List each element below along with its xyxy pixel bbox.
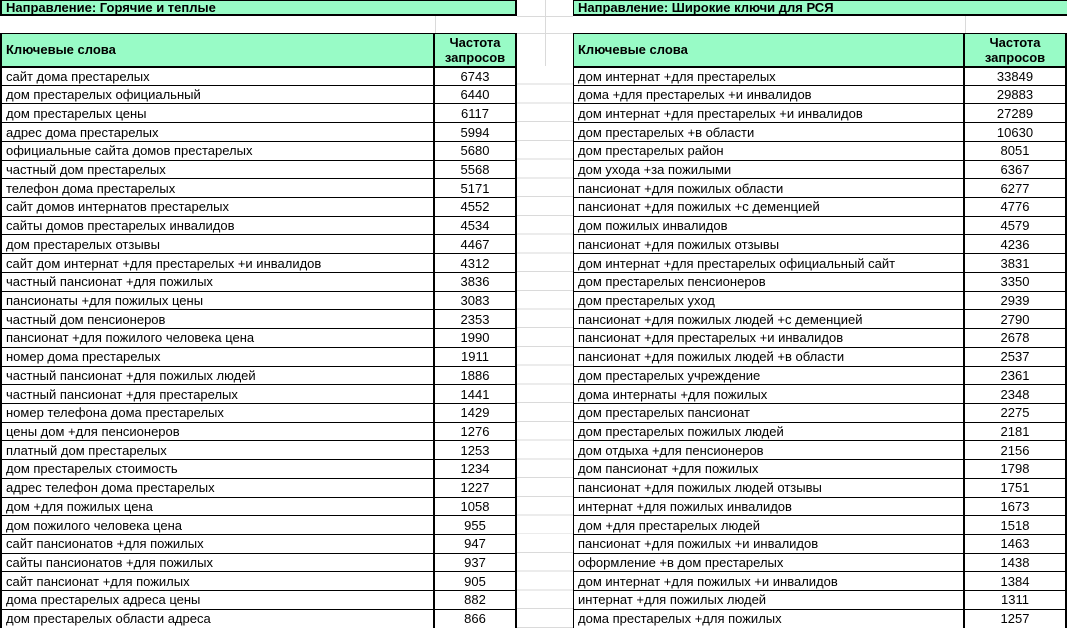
table-row [1, 216, 516, 235]
keyword-cell[interactable]: сайт дом интернат +для престарелых +и инвалидов [1, 254, 434, 273]
frequency-cell[interactable]: 2181 [964, 422, 1066, 441]
column-header-keywords[interactable]: Ключевые слова [1, 34, 434, 67]
keyword-cell[interactable]: номер дома престарелых [1, 347, 434, 366]
frequency-cell[interactable]: 882 [434, 591, 516, 610]
table-row [574, 385, 1067, 404]
frequency-cell[interactable]: 1798 [964, 460, 1066, 479]
keyword-cell[interactable]: дом +для пожилых цена [1, 497, 434, 516]
table-row [1, 366, 516, 385]
table-row [574, 422, 1067, 441]
frequency-cell[interactable]: 1234 [434, 460, 516, 479]
table-row [1, 572, 516, 591]
keyword-cell[interactable]: дом престарелых области адреса [1, 609, 434, 628]
table-row [574, 591, 1067, 610]
frequency-cell[interactable]: 2353 [434, 310, 516, 329]
direction-header-rsya[interactable]: Направление: Широкие ключи для РСЯ [573, 0, 1067, 16]
keyword-cell[interactable]: дом престарелых официальный [1, 85, 434, 104]
table-row [1, 85, 516, 104]
table-row [574, 198, 1067, 217]
frequency-cell[interactable]: 4534 [434, 216, 516, 235]
table-row [1, 272, 516, 291]
keyword-cell[interactable]: пансионат +для пожилых людей +с деменцией [574, 310, 965, 329]
table-row [1, 403, 516, 422]
table-row [1, 179, 516, 198]
frequency-cell[interactable]: 947 [434, 534, 516, 553]
table-row [574, 553, 1067, 572]
table-row [1, 347, 516, 366]
keyword-cell[interactable]: дом престарелых уход [574, 291, 965, 310]
keyword-cell[interactable]: дом ухода +за пожилыми [574, 160, 965, 179]
frequency-cell[interactable]: 4579 [964, 216, 1066, 235]
keyword-cell[interactable]: платный дом престарелых [1, 441, 434, 460]
keyword-cell[interactable]: дом престарелых пансионат [574, 403, 965, 422]
table-row [574, 460, 1067, 479]
frequency-cell[interactable]: 1673 [964, 497, 1066, 516]
keyword-cell[interactable]: частный пансионат +для пожилых людей [1, 366, 434, 385]
keyword-cell[interactable]: дома престарелых адреса цены [1, 591, 434, 610]
frequency-cell[interactable]: 955 [434, 516, 516, 535]
keyword-cell[interactable]: дом престарелых район [574, 141, 965, 160]
table-row [574, 123, 1067, 142]
keyword-cell[interactable]: дом интернат +для престарелых +и инвалидов [574, 104, 965, 123]
gridline-horizontal [517, 16, 573, 17]
frequency-cell[interactable]: 1518 [964, 516, 1066, 535]
keyword-cell[interactable]: дом пожилых инвалидов [574, 216, 965, 235]
table-row [574, 609, 1067, 628]
table-row [1, 553, 516, 572]
keyword-cell[interactable]: пансионат +для пожилых области [574, 179, 965, 198]
hot-warm-table-panel [0, 0, 517, 628]
keyword-cell[interactable]: интернат +для пожилых инвалидов [574, 497, 965, 516]
keyword-cell[interactable]: дом престарелых пенсионеров [574, 272, 965, 291]
keyword-cell[interactable]: частный дом престарелых [1, 160, 434, 179]
table-row [1, 329, 516, 348]
keyword-cell[interactable]: дом престарелых цены [1, 104, 434, 123]
keyword-cell[interactable]: дом пожилого человека цена [1, 516, 434, 535]
keyword-cell[interactable]: частный дом пенсионеров [1, 310, 434, 329]
table-row [574, 441, 1067, 460]
table-row [574, 160, 1067, 179]
table-row [574, 85, 1067, 104]
keyword-cell[interactable]: номер телефона дома престарелых [1, 403, 434, 422]
frequency-cell[interactable]: 6117 [434, 104, 516, 123]
column-header-keywords[interactable]: Ключевые слова [574, 34, 965, 67]
gridline-horizontal [517, 33, 573, 34]
frequency-cell[interactable]: 1990 [434, 329, 516, 348]
frequency-cell[interactable]: 1384 [964, 572, 1066, 591]
frequency-cell[interactable]: 6743 [434, 67, 516, 86]
table-row [574, 291, 1067, 310]
frequency-cell[interactable]: 2156 [964, 441, 1066, 460]
table-row [1, 67, 516, 86]
keyword-cell[interactable]: дом интернат +для пожилых +и инвалидов [574, 572, 965, 591]
frequency-cell[interactable]: 6277 [964, 179, 1066, 198]
frequency-cell[interactable]: 866 [434, 609, 516, 628]
keyword-cell[interactable]: пансионаты +для пожилых цены [1, 291, 434, 310]
frequency-cell[interactable]: 4312 [434, 254, 516, 273]
keyword-cell[interactable]: дом интернат +для престарелых [574, 67, 965, 86]
keyword-cell[interactable]: дом престарелых стоимость [1, 460, 434, 479]
frequency-cell[interactable]: 2678 [964, 329, 1066, 348]
keyword-cell[interactable]: частный пансионат +для престарелых [1, 385, 434, 404]
keyword-cell[interactable]: дома престарелых +для пожилых [574, 609, 965, 628]
frequency-cell[interactable]: 29883 [964, 85, 1066, 104]
table-row [1, 534, 516, 553]
keyword-cell[interactable]: дом отдыха +для пенсионеров [574, 441, 965, 460]
frequency-cell[interactable]: 4776 [964, 198, 1066, 217]
frequency-cell[interactable]: 1463 [964, 534, 1066, 553]
frequency-cell[interactable]: 1438 [964, 553, 1066, 572]
keyword-cell[interactable]: сайты пансионатов +для пожилых [1, 553, 434, 572]
table-row [1, 591, 516, 610]
keyword-cell[interactable]: телефон дома престарелых [1, 179, 434, 198]
table-row [1, 254, 516, 273]
frequency-cell[interactable]: 4552 [434, 198, 516, 217]
keyword-cell[interactable]: пансионат +для престарелых +и инвалидов [574, 329, 965, 348]
frequency-cell[interactable]: 33849 [964, 67, 1066, 86]
keyword-cell[interactable]: адрес телефон дома престарелых [1, 478, 434, 497]
frequency-cell[interactable]: 1911 [434, 347, 516, 366]
keyword-cell[interactable]: дом престарелых учреждение [574, 366, 965, 385]
table-row [574, 179, 1067, 198]
frequency-cell[interactable]: 4236 [964, 235, 1066, 254]
frequency-cell[interactable]: 2348 [964, 385, 1066, 404]
table-row [574, 497, 1067, 516]
keyword-cell[interactable]: дом пансионат +для пожилых [574, 460, 965, 479]
table-row [1, 441, 516, 460]
table-row [1, 141, 516, 160]
header-row [1, 34, 516, 67]
frequency-cell[interactable]: 1276 [434, 422, 516, 441]
frequency-cell[interactable]: 10630 [964, 123, 1066, 142]
frequency-cell[interactable]: 3083 [434, 291, 516, 310]
table-row [1, 198, 516, 217]
keyword-cell[interactable]: сайт дома престарелых [1, 67, 434, 86]
frequency-cell[interactable]: 2537 [964, 347, 1066, 366]
column-header-frequency[interactable]: Частота запросов [964, 34, 1066, 67]
table-row [1, 460, 516, 479]
frequency-cell[interactable]: 1311 [964, 591, 1066, 610]
table-row [574, 104, 1067, 123]
frequency-cell[interactable]: 5994 [434, 123, 516, 142]
frequency-cell[interactable]: 8051 [964, 141, 1066, 160]
spacer-row [0, 16, 517, 33]
table-row [1, 497, 516, 516]
table-row [1, 123, 516, 142]
keyword-cell[interactable]: дом интернат +для престарелых официальный сайт [574, 254, 965, 273]
keyword-cell[interactable]: пансионат +для пожилых +и инвалидов [574, 534, 965, 553]
table-row [1, 516, 516, 535]
keyword-cell[interactable]: дом престарелых +в области [574, 123, 965, 142]
frequency-cell[interactable]: 1058 [434, 497, 516, 516]
table-row [574, 572, 1067, 591]
keyword-cell[interactable]: пансионат +для пожилых отзывы [574, 235, 965, 254]
table-row [574, 366, 1067, 385]
table-row [574, 516, 1067, 535]
keyword-cell[interactable]: сайт пансионатов +для пожилых [1, 534, 434, 553]
frequency-cell[interactable]: 5680 [434, 141, 516, 160]
frequency-cell[interactable]: 2275 [964, 403, 1066, 422]
frequency-cell[interactable]: 6367 [964, 160, 1066, 179]
frequency-cell[interactable]: 4467 [434, 235, 516, 254]
keyword-cell[interactable]: оформление +в дом престарелых [574, 553, 965, 572]
spreadsheet-gap-columns [517, 0, 573, 628]
frequency-cell[interactable]: 3836 [434, 272, 516, 291]
keyword-cell[interactable]: цены дом +для пенсионеров [1, 422, 434, 441]
frequency-cell[interactable]: 1751 [964, 478, 1066, 497]
table-row [1, 422, 516, 441]
keyword-cell[interactable]: дом престарелых отзывы [1, 235, 434, 254]
frequency-cell[interactable]: 5568 [434, 160, 516, 179]
table-row [1, 291, 516, 310]
rsya-keywords-table [573, 33, 1067, 628]
keyword-cell[interactable]: пансионат +для пожилых людей отзывы [574, 478, 965, 497]
column-header-frequency[interactable]: Частота запросов [434, 34, 516, 67]
table-row [574, 67, 1067, 86]
table-row [1, 104, 516, 123]
table-row [574, 216, 1067, 235]
keyword-cell[interactable]: сайты домов престарелых инвалидов [1, 216, 434, 235]
table-row [574, 254, 1067, 273]
keyword-cell[interactable]: пансионат +для пожилых +с деменцией [574, 198, 965, 217]
frequency-cell[interactable]: 1441 [434, 385, 516, 404]
table-row [574, 403, 1067, 422]
table-row [574, 235, 1067, 254]
keyword-cell[interactable]: интернат +для пожилых людей [574, 591, 965, 610]
frequency-cell[interactable]: 1227 [434, 478, 516, 497]
table-row [574, 478, 1067, 497]
keyword-cell[interactable]: дом +для престарелых людей [574, 516, 965, 535]
table-row [1, 385, 516, 404]
keyword-cell[interactable]: пансионат +для пожилых людей +в области [574, 347, 965, 366]
keyword-cell[interactable]: сайт пансионат +для пожилых [1, 572, 434, 591]
spacer-row [573, 16, 1067, 33]
table-row [574, 347, 1067, 366]
frequency-cell[interactable]: 2939 [964, 291, 1066, 310]
keyword-cell[interactable]: дома интернаты +для пожилых [574, 385, 965, 404]
frequency-cell[interactable]: 1257 [964, 609, 1066, 628]
frequency-cell[interactable]: 905 [434, 572, 516, 591]
frequency-cell[interactable]: 2361 [964, 366, 1066, 385]
table-row [1, 478, 516, 497]
table-row [574, 534, 1067, 553]
table-row [574, 310, 1067, 329]
frequency-cell[interactable]: 1253 [434, 441, 516, 460]
frequency-cell[interactable]: 27289 [964, 104, 1066, 123]
header-row [574, 34, 1067, 67]
frequency-cell[interactable]: 3350 [964, 272, 1066, 291]
table-row [574, 329, 1067, 348]
table-row [1, 160, 516, 179]
table-row [1, 310, 516, 329]
keyword-cell[interactable]: адрес дома престарелых [1, 123, 434, 142]
keyword-cell[interactable]: дом престарелых пожилых людей [574, 422, 965, 441]
table-row [1, 235, 516, 254]
gridline-rows [517, 66, 573, 628]
direction-header-hot-warm[interactable]: Направление: Горячие и теплые [0, 0, 517, 16]
table-row [1, 609, 516, 628]
frequency-cell[interactable]: 6440 [434, 85, 516, 104]
frequency-cell[interactable]: 2790 [964, 310, 1066, 329]
keyword-cell[interactable]: официальные сайта домов престарелых [1, 141, 434, 160]
frequency-cell[interactable]: 937 [434, 553, 516, 572]
keyword-cell[interactable]: пансионат +для пожилого человека цена [1, 329, 434, 348]
table-row [574, 272, 1067, 291]
hot-warm-keywords-table [0, 33, 517, 628]
keyword-cell[interactable]: дома +для престарелых +и инвалидов [574, 85, 965, 104]
frequency-cell[interactable]: 1886 [434, 366, 516, 385]
frequency-cell[interactable]: 1429 [434, 403, 516, 422]
keyword-cell[interactable]: сайт домов интернатов престарелых [1, 198, 434, 217]
table-row [574, 141, 1067, 160]
rsya-table-panel [573, 0, 1067, 628]
keyword-cell[interactable]: частный пансионат +для пожилых [1, 272, 434, 291]
frequency-cell[interactable]: 5171 [434, 179, 516, 198]
frequency-cell[interactable]: 3831 [964, 254, 1066, 273]
